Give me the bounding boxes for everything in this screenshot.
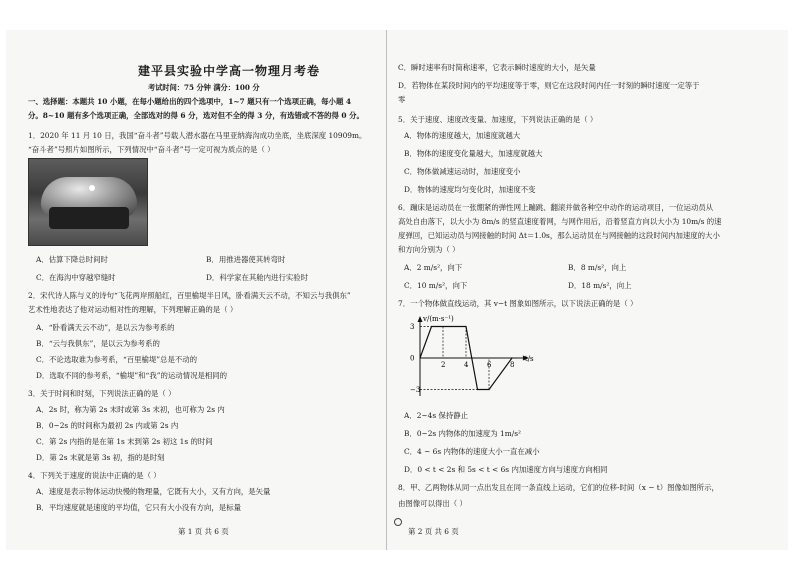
q4-option-b: B．平均速度就是速度的平均值，它只有大小没有方向，是标量 — [36, 503, 241, 512]
q4-option-a: A．速度是表示物体运动快慢的物理量，它既有大小，又有方向，是矢量 — [36, 487, 271, 496]
q7-option-a: A．2~4s 保持静止 — [404, 411, 469, 420]
x-tick-label: 2 — [441, 361, 446, 369]
q3-option-a: A．2s 时，称为第 2s 末时或第 3s 末初，也可称为 2s 内 — [36, 405, 225, 414]
q1-option-c: C．在海沟中穿越窄缝时 — [36, 273, 116, 282]
exam-sheet — [6, 30, 788, 550]
y-tick-label: −3 — [410, 386, 421, 394]
y-tick-label: 0 — [410, 354, 415, 363]
q6-stem-1: 6．蹦床是运动员在一张绷紧的弹性网上蹦跳、翻滚并做各种空中动作的运动项目，一位运动员从 — [398, 203, 714, 212]
y-tick-label: 3 — [410, 323, 415, 331]
exam-title: 建平县实验中学高一物理月考卷 — [138, 64, 321, 78]
submarine-photo — [28, 158, 148, 246]
q1-stem-1: 1．2020 年 11 月 10 日，我国“奋斗者”号载人潜水器在马里亚纳海沟成功坐底，坐底深度 10909m。 — [28, 131, 367, 140]
velocity-point — [419, 357, 420, 358]
q8-stem-2: 由图像可以得出（ ） — [398, 499, 467, 508]
q4-option-d-2: 零 — [398, 95, 406, 104]
vt-graph — [398, 312, 538, 404]
q4-option-c: C．瞬时速率有时简称速率，它表示瞬时速度的大小，是矢量 — [398, 63, 596, 72]
q6-option-a: A．2 m/s²，向下 — [404, 263, 463, 272]
q2-option-c: C．不论选取谁为参考系，“百里榆堤”总是不动的 — [36, 355, 198, 364]
footer-page-2: 第 2 页 共 6 页 — [408, 527, 459, 536]
page-2 — [398, 30, 770, 550]
q2-stem-1: 2．宋代诗人陈与义的诗句“飞花两岸照船红，百里榆堤半日风，卧看满天云不动，不知云与我俱东” — [28, 291, 351, 300]
q5-option-d: D．物体的速度均匀变化时，加速度不变 — [404, 185, 536, 194]
submarine-base — [49, 207, 129, 229]
submarine-light — [89, 185, 95, 191]
q3-stem: 3．关于时间和时刻，下列说法正确的是（ ） — [28, 389, 176, 398]
velocity-point — [431, 326, 432, 327]
q2-option-d: D．选取不同的参考系，“榆堤”和“我”的运动情况是相同的 — [36, 371, 228, 380]
section-heading-cont: 分。8~10 题有多个选项正确，全部选对的得 6 分，选对但不全的得 3 分，有选错或不答的得 0 分。 — [28, 111, 364, 120]
q7-stem: 7．一个物体做直线运动，其 v−t 图象如图所示，以下说法正确的是（ ） — [398, 299, 638, 308]
q5-option-c: C．物体做减速运动时，加速度变小 — [404, 167, 521, 176]
q6-stem-3: 度弹回，已知运动员与网接触的时间 Δt＝1.0s，那么运动员在与网接触的这段时间内加速度的大小 — [398, 231, 720, 240]
y-axis-arrow — [418, 316, 423, 322]
velocity-point — [465, 326, 466, 327]
q1-option-b: B．用推进器使其转弯时 — [206, 255, 286, 264]
x-tick-label: 4 — [464, 361, 469, 369]
q2-option-b: B．“云与我俱东”，是以云为参考系的 — [36, 339, 160, 348]
x-tick-label: 8 — [510, 361, 515, 369]
q6-option-b: B．8 m/s²，向上 — [568, 263, 627, 272]
velocity-point — [477, 389, 478, 390]
q1-option-a: A．估算下降总时间时 — [36, 255, 108, 264]
velocity-point — [511, 357, 512, 358]
velocity-point — [488, 389, 489, 390]
q5-option-b: B．物体的速度变化量越大，加速度就越大 — [404, 149, 543, 158]
q6-stem-2: 高处自由落下，以大小为 8m/s 的竖直速度着网，与网作用后，沿着竖直方向以大小为 10m/s 的速 — [398, 217, 722, 226]
q1-stem-2: “奋斗者”号照片如图所示，下列情况中“奋斗者”号一定可视为质点的是（ ） — [28, 145, 275, 154]
q3-option-c: C．第 2s 内指的是在第 1s 末到第 2s 初这 1s 的时间 — [36, 437, 213, 446]
q6-stem-4: 和方向分别为（ ） — [398, 245, 460, 254]
footer-page-1: 第 1 页 共 6 页 — [178, 527, 229, 536]
q6-option-c: C．10 m/s²，向下 — [404, 281, 468, 290]
q2-option-a: A．“卧看满天云不动”，是以云为参考系的 — [36, 323, 175, 332]
q3-option-d: D．第 2s 末就是第 3s 初，指的是时刻 — [36, 453, 165, 462]
q5-option-a: A．物体的速度越大，加速度就越大 — [404, 131, 521, 140]
q4-option-d-1: D．若物体在某段时间内的平均速度等于零，则它在这段时间内任一时刻的瞬时速度一定等于 — [398, 81, 700, 90]
x-axis-label: t/s — [524, 355, 534, 363]
section-heading: 一、选择题：本题共 10 小题，在每小题给出的四个选项中，1~7 题只有一个选项正确，每小题 4 — [28, 97, 352, 106]
q7-option-d: D．0 < t < 2s 和 5s < t < 6s 内加速度方向与速度方向相同 — [404, 465, 608, 474]
q3-option-b: B．0~2s 的时间称为最初 2s 内或第 2s 内 — [36, 421, 179, 430]
page-1 — [28, 30, 378, 550]
x-tick-label: 6 — [487, 361, 492, 369]
q5-stem: 5．关于速度、速度改变量、加速度，下列说法正确的是（ ） — [398, 115, 598, 124]
q7-option-c: C．4 ~ 6s 内物体的速度大小一直在减小 — [404, 447, 540, 456]
q4-stem: 4．下列关于速度的说法中正确的是（ ） — [28, 471, 161, 480]
q8-stem-1: 8．甲、乙两物体从同一点出发且在同一条直线上运动，它们的位移-时间（x − t）图像如图所示， — [398, 483, 719, 492]
q7-option-b: B．0~2s 内物体的加速度为 1m/s² — [404, 429, 521, 438]
q1-option-d: D．科学家在其舱内进行实验时 — [206, 273, 309, 282]
y-axis-label: v/(m·s⁻¹) — [423, 315, 454, 323]
exam-info: 考试时间：75 分钟 满分：100 分 — [148, 83, 260, 92]
page-divider — [386, 30, 387, 550]
q2-stem-2: 艺术性地表达了他对运动相对性的理解，下列理解正确的是（ ） — [28, 305, 238, 314]
q6-option-d: D．18 m/s²，向上 — [568, 281, 632, 290]
